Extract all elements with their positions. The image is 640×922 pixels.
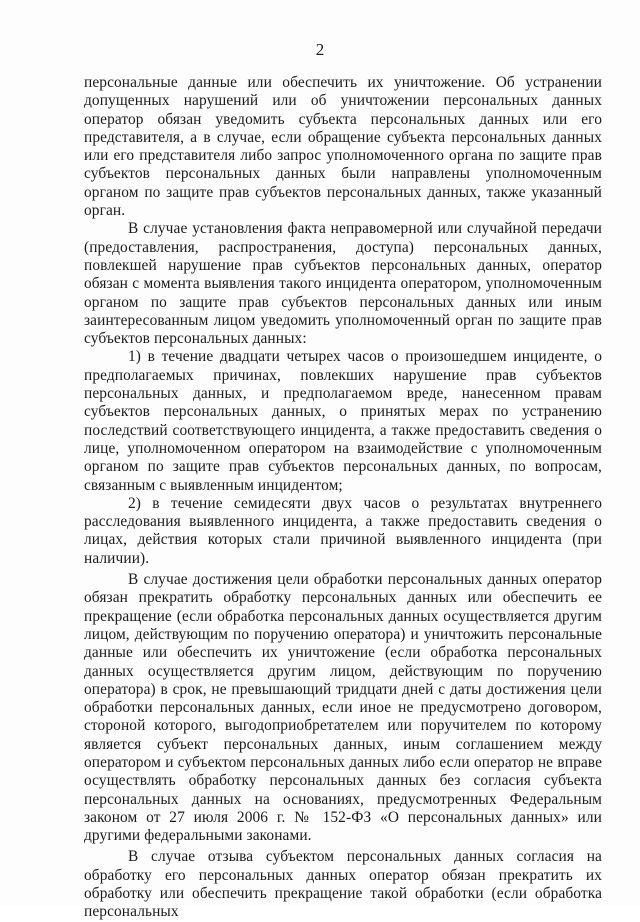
paragraph-purpose-achieved: В случае достижения цели обработки персональных данных оператор обязан прекратить обработку персональных данных или обеспечить ее прекращение (если обработка персональных данных осуществляется другим лицом, действующим по поручению оператора) и уничтожить персональные данные или обеспечить их уничтожение (если обработка персональных данных осуществляется другим лицом, действующим по поручению оператора) в срок, не превышающий тридцати дней с даты достижения цели обработки персональных данных, если иное не предусмотрено договором, стороной которого, выгодоприобретателем или поручителем по которому является субъект персональных данных, иным соглашением между оператором и субъектом персональных данных либо если оператор не вправе осуществлять обработку персональных данных без согласия субъекта персональных данных на основаниях, предусмотренных Федеральным законом от 27 июля 2006 г. № 152-ФЗ «О персональных данных» или другими федеральными законами. [84,571,602,845]
page-number: 2 [315,40,325,59]
document-body [84,74,602,922]
list-item-72-hours: 2) в течение семидесяти двух часов о результатах внутреннего расследования выявленного инцидента, а также предоставить сведения о лицах, действия которых стали причиной выявленного инцидента (при наличии). [84,494,602,567]
list-item-24-hours: 1) в течение двадцати четырех часов о произошедшем инциденте, о предполагаемых причинах, повлекших нарушение прав субъектов персональных данных, и предполагаемом вреде, нанесенном правам субъектов персональных данных, о принятых мерах по устранению последствий соответствующего инцидента, а также предоставить сведения о лице, уполномоченном оператором на взаимодействие с уполномоченным органом по защите прав субъектов персональных данных, по вопросам, связанным с выявленным инцидентом; [84,348,602,494]
paragraph-data-leak-notice: В случае установления факта неправомерной или случайной передачи (предоставления, распространения, доступа) персональных данных, повлекшей нарушение прав субъектов персональных данных, оператор обязан с момента выявления такого инцидента оператором, уполномоченным органом по защите прав субъектов персональных данных или иным заинтересованным лицом уведомить уполномоченный орган по защите прав субъектов персональных данных: [84,220,602,348]
paragraph-continuation: персональные данные или обеспечить их уничтожение. Об устранении допущенных нарушений или об уничтожении персональных данных оператор обязан уведомить субъекта персональных данных или его представителя, а в случае, если обращение субъекта персональных данных или его представителя либо запрос уполномоченного органа по защите прав субъектов персональных данных были направлены уполномоченным органом по защите прав субъектов персональных данных, также указанный орган. [84,74,602,220]
paragraph-consent-withdrawal: В случае отзыва субъектом персональных данных согласия на обработку его персональных данных оператор обязан прекратить их обработку или обеспечить прекращение такой обработки (если обработка персональных [84,848,602,921]
